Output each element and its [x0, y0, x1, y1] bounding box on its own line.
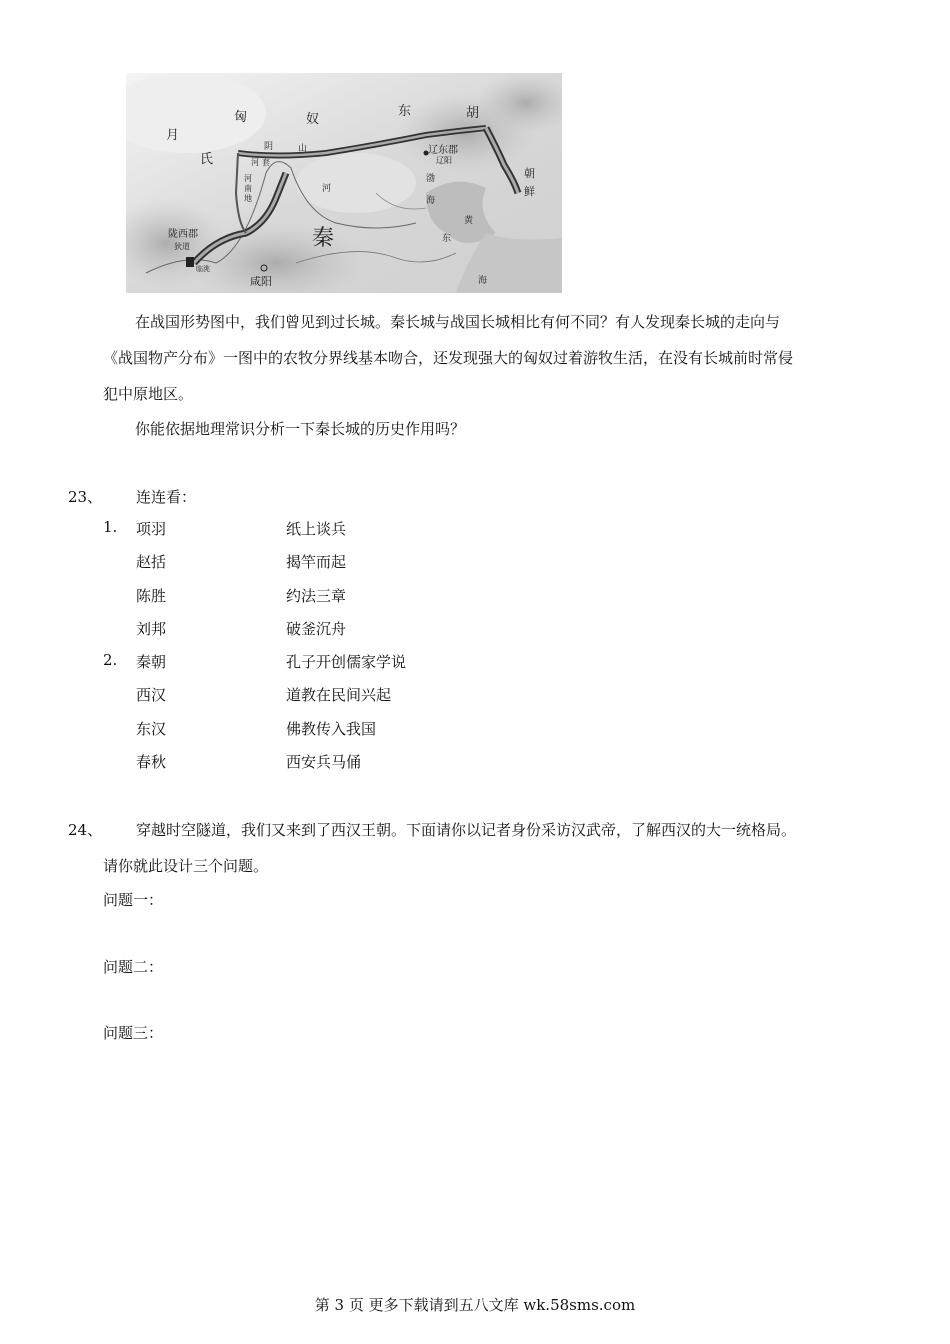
q23-group2-number: 2.	[103, 651, 118, 669]
q23-number: 23、	[68, 488, 103, 506]
intro-para1-line1: 在战国形势图中，我们曾见到过长城。秦长城与战国长城相比有何不同？有人发现秦长城的走向与	[135, 313, 781, 331]
map-label: 渤	[426, 174, 436, 184]
match-left: 陈胜	[136, 587, 167, 605]
map-label: 秦	[312, 226, 335, 251]
map-label: 东	[398, 104, 412, 119]
intro-para2: 你能依据地理常识分析一下秦长城的历史作用吗？	[135, 420, 466, 438]
map-label: 地	[244, 194, 252, 203]
map-label: 阴	[264, 142, 274, 152]
q24-line2: 请你就此设计三个问题。	[103, 857, 269, 875]
match-left: 刘邦	[136, 620, 167, 638]
intro-para1-line2: 《战国物产分布》一图中的农牧分界线基本吻合，还发现强大的匈奴过着游牧生活，在没有长城前时常侵	[103, 349, 794, 367]
match-right: 破釜沉舟	[286, 620, 347, 638]
match-left: 秦朝	[136, 653, 167, 671]
map-label: 朝	[524, 167, 535, 180]
map-label: 陇西郡	[168, 229, 198, 240]
qin-great-wall-map	[126, 73, 562, 293]
map-label: 鲜	[524, 185, 535, 198]
match-right: 佛教传入我国	[286, 720, 377, 738]
match-right: 纸上谈兵	[286, 520, 347, 538]
match-left: 项羽	[136, 520, 167, 538]
q24-question-3: 问题三：	[103, 1024, 164, 1042]
map-label: 山	[298, 144, 308, 154]
q23-title: 连连看：	[136, 488, 197, 506]
map-label: 南	[244, 184, 252, 193]
map-label: 氏	[200, 152, 214, 167]
map-label: 东	[442, 234, 452, 244]
map-label: 海	[426, 196, 436, 206]
map-label: 黄	[464, 216, 474, 226]
match-right: 揭竿而起	[286, 553, 347, 571]
q23-group1-number: 1.	[103, 518, 118, 536]
map-label: 临洮	[196, 265, 210, 273]
intro-para1-line3: 犯中原地区。	[103, 385, 194, 403]
match-left: 春秋	[136, 753, 167, 771]
map-label: 匈	[234, 110, 248, 125]
map-label: 辽东郡	[428, 145, 458, 156]
map-label: 海	[478, 276, 488, 286]
map-label: 狄道	[174, 242, 190, 251]
map-label: 胡	[466, 106, 480, 121]
match-left: 西汉	[136, 686, 167, 704]
q24-question-2: 问题二：	[103, 958, 164, 976]
map-label: 奴	[306, 112, 320, 127]
map-label: 辽阳	[436, 156, 452, 165]
q24-line1: 穿越时空隧道，我们又来到了西汉王朝。下面请你以记者身份采访汉武帝，了解西汉的大一统格局。	[136, 821, 797, 839]
q24-question-1: 问题一：	[103, 891, 164, 909]
match-right: 约法三章	[286, 587, 347, 605]
map-label: 河	[251, 158, 259, 167]
match-left: 赵括	[136, 553, 167, 571]
map-label: 套	[262, 158, 270, 167]
match-right: 道教在民间兴起	[286, 686, 392, 704]
map-label: 河	[244, 174, 252, 183]
map-label: 咸阳	[250, 275, 272, 288]
match-right: 西安兵马俑	[286, 753, 362, 771]
q24-number: 24、	[68, 821, 103, 839]
page-footer: 第 3 页 更多下载请到五八文库 wk.58sms.com	[314, 1296, 636, 1314]
map-label: 河	[322, 184, 332, 194]
match-right: 孔子开创儒家学说	[286, 653, 407, 671]
match-left: 东汉	[136, 720, 167, 738]
map-label: 月	[166, 128, 180, 143]
